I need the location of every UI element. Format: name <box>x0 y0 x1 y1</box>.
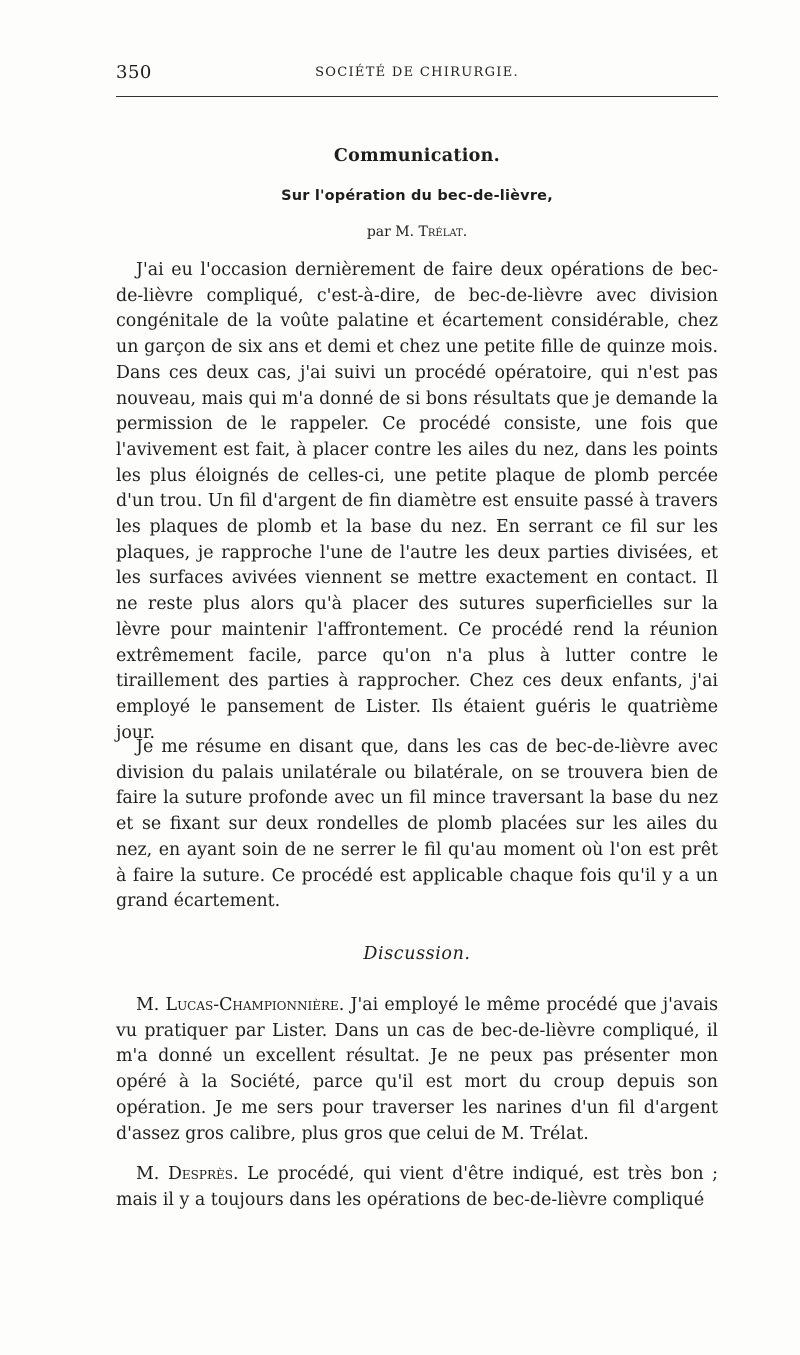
article-author <box>116 224 718 240</box>
page-header <box>116 62 718 86</box>
speaker-name: M. Desprès. <box>136 1164 239 1184</box>
author-prefix: par M. <box>366 224 415 240</box>
page-number: 350 <box>116 62 152 83</box>
discussion-paragraph-2 <box>116 1162 718 1213</box>
header-rule <box>116 96 718 97</box>
speaker-name: M. Lucas-Championnière. <box>136 995 345 1015</box>
speaker-text: J'ai employé le même procédé que j'avais vu pratiquer par Lister. Dans un cas de bec-de-lièvre compliqué, il m'a donné un excellent résultat. Je ne peux pas présenter mon opéré à la Société, parce qu'il est mort du croup depuis son opération. Je me sers pour traverser les narines d'un fil d'argent d'assez gros calibre, plus gros que celui de M. Trélat. <box>116 995 718 1144</box>
discussion-heading: Discussion. <box>363 944 471 964</box>
discussion-paragraph-1 <box>116 993 718 1147</box>
speaker-text: Le procédé, qui vient d'être indiqué, est très bon ; mais il y a toujours dans les opérations de bec-de-lièvre compliqué <box>116 1164 719 1210</box>
body-paragraph-1: J'ai eu l'occasion dernièrement de faire deux opérations de bec-de-lièvre compliqué, c'est-à-dire, de bec-de-lièvre avec division congénitale de la voûte palatine et écartement considérable, chez un garçon de six ans et demi et chez une petite fille de quinze mois. Dans ces deux cas, j'ai suivi un procédé opératoire, qui n'est pas nouveau, mais qui m'a donné de si bons résultats que je demande la permission de le rappeler. Ce procédé consiste, une fois que l'avivement est fait, à placer contre les ailes du nez, dans les points les plus éloignés de celles-ci, une petite plaque de plomb percée d'un trou. Un fil d'argent de fin diamètre est ensuite passé à travers les plaques de plomb et la base du nez. En serrant ce fil sur les plaques, je rapproche l'une de l'autre les deux parties divisées, et les surfaces avivées viennent se mettre exactement en contact. Il ne reste plus alors qu'à placer des sutures superficielles sur la lèvre pour maintenir l'affrontement. Ce procédé rend la réunion extrêmement facile, parce qu'on n'a plus à lutter contre le tiraillement des parties à rapprocher. Chez ces deux enfants, j'ai employé le pansement de Lister. Ils étaient guéris le quatrième jour. <box>116 260 718 743</box>
article-title: Communication. <box>333 146 501 166</box>
author-name: Trélat. <box>418 224 468 240</box>
article-subtitle: Sur l'opération du bec-de-lièvre, <box>281 188 553 204</box>
body-paragraph-2: Je me résume en disant que, dans les cas de bec-de-lièvre avec division du palais unilatérale ou bilatérale, on se trouvera bien de faire la suture profonde avec un fil mince traversant la base du nez et se fixant sur deux rondelles de plomb placées sur les ailes du nez, en ayant soin de ne serrer le fil qu'au moment où l'on est prêt à faire la suture. Ce procédé est applicable chaque fois qu'il y a un grand écartement. <box>116 737 718 912</box>
running-title: SOCIÉTÉ DE CHIRURGIE. <box>315 65 519 80</box>
